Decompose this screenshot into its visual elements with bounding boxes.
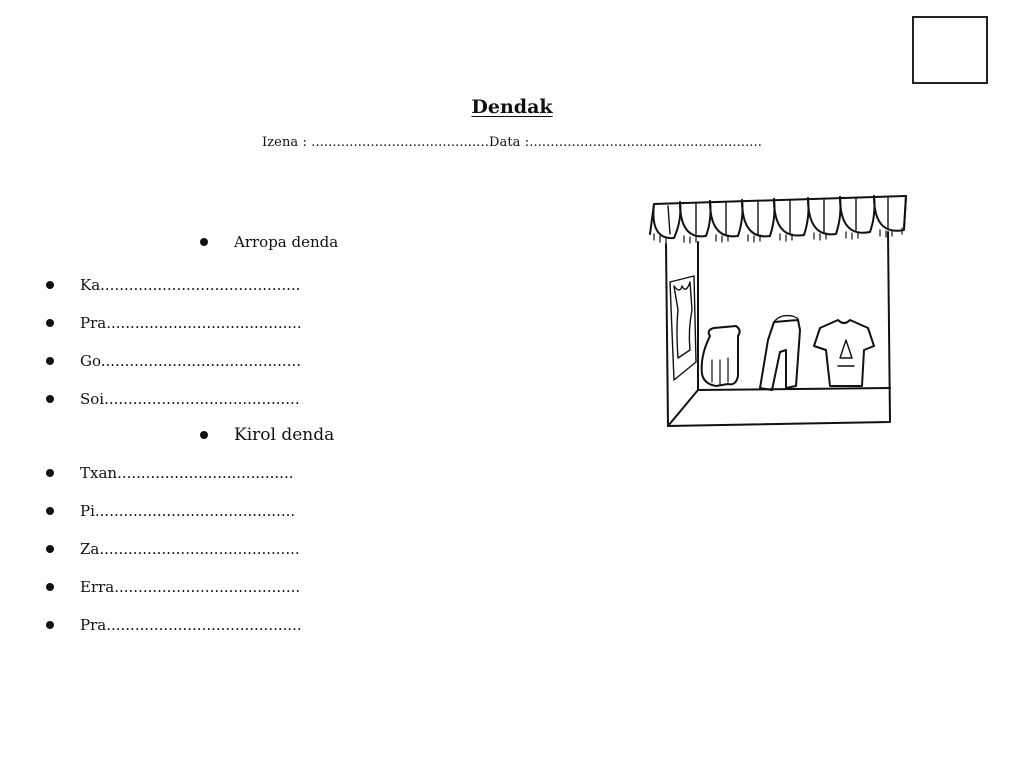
fill-in-word: Go.......................................... [80,352,302,370]
list-item [46,390,300,408]
tshirt-icon [814,320,874,386]
fill-in-word: Pi.......................................... [80,502,296,520]
list-item [46,540,300,558]
glove-icon [702,326,740,386]
fill-in-word: Za.......................................... [80,540,300,558]
list-item [46,464,294,482]
name-date-line: Izena : ..........................................Data :....................................................... [261,135,763,150]
fill-in-word: Pra......................................... [80,616,302,634]
fill-in-word: Soi......................................... [80,390,300,408]
list-item [46,578,300,596]
list-item [46,352,301,370]
shop-floor-line [698,388,890,390]
worksheet-title: Dendak [471,96,553,118]
bullet-icon [46,545,54,553]
bullet-icon [46,357,54,365]
list-item [46,276,300,294]
category-sports-shop [200,426,334,444]
bullet-icon [200,238,208,246]
shop-frame [666,232,890,426]
fill-in-word: Erra....................................... [80,578,301,596]
awning-sides [650,196,906,234]
bullet-icon [46,469,54,477]
bullet-icon [46,319,54,327]
bullet-icon [46,583,54,591]
awning-fringe [654,228,902,243]
category-label: Arropa denda [234,233,339,251]
category-label: Kirol denda [234,425,335,445]
bullet-icon [46,395,54,403]
window-panel [670,276,696,380]
vest-icon [674,282,692,358]
list-item [46,314,302,332]
bullet-icon [46,507,54,515]
trousers-icon [760,320,800,390]
bullet-icon [46,281,54,289]
clothing-shop-icon [640,190,920,430]
category-clothing-shop [200,233,338,251]
fill-in-word: Pra......................................... [80,314,302,332]
list-item [46,502,295,520]
fill-in-word: Txan..................................... [80,464,294,482]
fill-in-word: Ka.......................................... [80,276,301,294]
list-item [46,616,302,634]
bullet-icon [200,431,208,439]
bullet-icon [46,621,54,629]
answer-box [912,16,988,84]
awning-bar [654,196,906,204]
